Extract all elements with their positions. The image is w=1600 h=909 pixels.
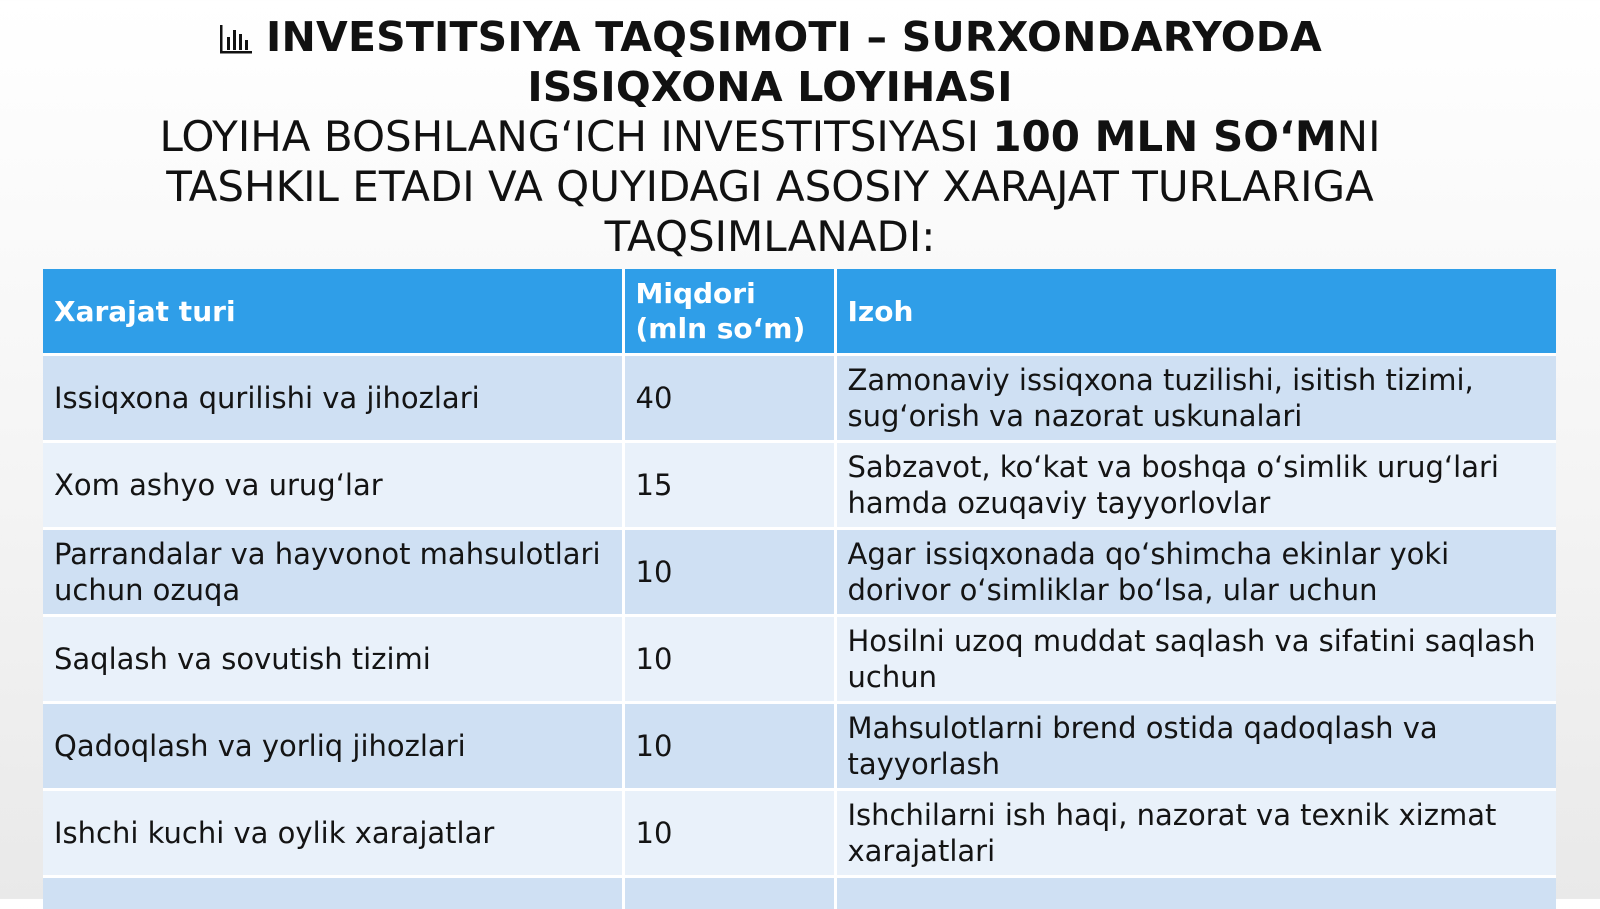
page-title — [130, 12, 1410, 112]
expense-type-cell: Ishchi kuchi va oylik xarajatlar — [43, 790, 623, 877]
amount-cell — [623, 877, 835, 909]
subtitle-lead: LOYIHA BOSHLANG‘ICH INVESTITSIYASI — [160, 112, 993, 161]
table-row — [43, 355, 1556, 442]
table-row — [43, 442, 1556, 529]
expense-type-cell — [43, 877, 623, 909]
bar-chart-icon — [218, 21, 254, 55]
column-header-note: Izoh — [835, 269, 1556, 355]
expense-type-cell: Saqlash va sovutish tizimi — [43, 616, 623, 703]
investment-table-container — [43, 269, 1556, 909]
table-row — [43, 790, 1556, 877]
note-cell — [835, 877, 1556, 909]
amount-cell: 10 — [623, 616, 835, 703]
investment-amount: 100 MLN SO‘M — [992, 112, 1336, 161]
note-cell: Ishchilarni ish haqi, nazorat va texnik xizmat xarajatlari — [835, 790, 1556, 877]
note-cell: Agar issiqxonada qo‘shimcha ekinlar yoki dorivor o‘simliklar bo‘lsa, ular uchun — [835, 529, 1556, 616]
amount-cell: 40 — [623, 355, 835, 442]
column-header-amount: Miqdori (mln so‘m) — [623, 269, 835, 355]
investment-table — [43, 269, 1556, 909]
amount-cell: 10 — [623, 790, 835, 877]
expense-type-cell: Xom ashyo va urug‘lar — [43, 442, 623, 529]
expense-type-cell: Issiqxona qurilishi va jihozlari — [43, 355, 623, 442]
title-text: INVESTITSIYA TAQSIMOTI – SURXONDARYODA ISSIQXONA LOYIHASI — [266, 13, 1322, 111]
subtitle-tail: NI TASHKIL ETADI VA QUYIDAGI ASOSIY XARAJAT TURLARIGA TAQSIMLANADI: — [166, 112, 1380, 261]
amount-cell: 15 — [623, 442, 835, 529]
page-header — [130, 12, 1410, 262]
column-header-expense-type: Xarajat turi — [43, 269, 623, 355]
note-cell: Mahsulotlarni brend ostida qadoqlash va tayyorlash — [835, 703, 1556, 790]
table-header-row — [43, 269, 1556, 355]
table-row — [43, 616, 1556, 703]
expense-type-cell: Parrandalar va hayvonot mahsulotlari uchun ozuqa — [43, 529, 623, 616]
table-row — [43, 529, 1556, 616]
note-cell: Hosilni uzoq muddat saqlash va sifatini saqlash uchun — [835, 616, 1556, 703]
note-cell: Sabzavot, ko‘kat va boshqa o‘simlik urug‘lari hamda ozuqaviy tayyorlovlar — [835, 442, 1556, 529]
expense-type-cell: Qadoqlash va yorliq jihozlari — [43, 703, 623, 790]
table-row — [43, 703, 1556, 790]
amount-cell: 10 — [623, 703, 835, 790]
page-subtitle — [130, 112, 1410, 262]
table-row — [43, 877, 1556, 909]
note-cell: Zamonaviy issiqxona tuzilishi, isitish tizimi, sug‘orish va nazorat uskunalari — [835, 355, 1556, 442]
amount-cell: 10 — [623, 529, 835, 616]
